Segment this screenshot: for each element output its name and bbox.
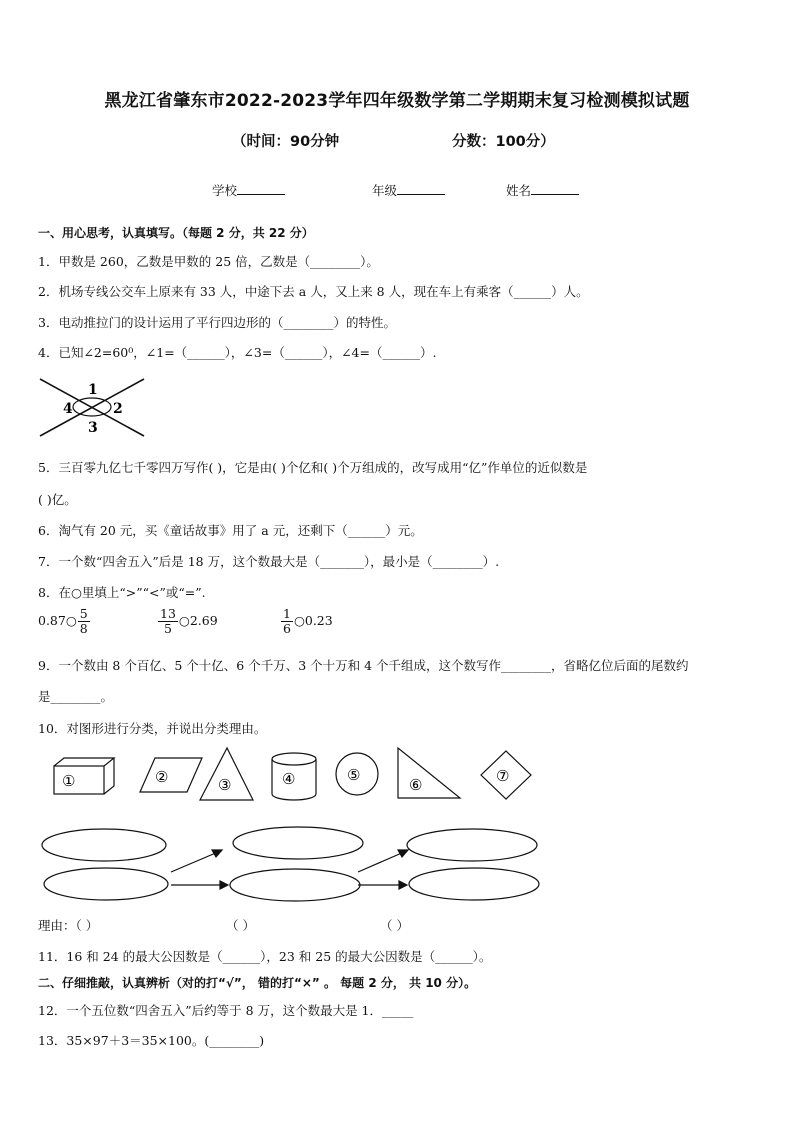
exam-score: 分数：100分） — [452, 134, 555, 150]
q8-c-den: 6 — [283, 621, 291, 636]
arrowhead-3 — [398, 850, 408, 857]
q10-reason-3: （ ） — [380, 918, 409, 933]
shape-cylinder — [272, 753, 316, 800]
school-field[interactable] — [212, 181, 285, 199]
classification-figure — [40, 744, 560, 914]
q8-b-den: 5 — [163, 621, 172, 636]
school-blank[interactable] — [237, 182, 285, 195]
q10-reason-1: 理由：（ ） — [38, 918, 99, 933]
class-oval-5[interactable] — [407, 829, 537, 861]
q10-reason-2: （ ） — [226, 918, 255, 933]
q8-a-fraction — [78, 607, 90, 636]
grade-field[interactable] — [372, 181, 445, 199]
shape-right-triangle — [398, 748, 460, 798]
angle-figure — [36, 374, 148, 440]
q8-c-right: ○0.23 — [293, 613, 333, 628]
question-9: 9．一个数由 8 个百亿、5 个十亿、6 个千万、3 个十万和 4 个千组成，这个数写作________，省略亿位后面的尾数约 — [38, 658, 689, 673]
shape-parallelogram — [140, 758, 202, 792]
name-blank[interactable] — [531, 182, 579, 195]
q8-a-left: 0.87○ — [38, 613, 77, 628]
class-oval-1[interactable] — [42, 829, 166, 861]
question-2: 2．机场专线公交车上原来有 33 人，中途下去 a 人，又上来 8 人，现在车上有乘客（______）人。 — [38, 284, 589, 299]
question-10: 10．对图形进行分类，并说出分类理由。 — [38, 721, 267, 736]
q8-b-right: ○2.69 — [178, 613, 218, 628]
shape-label-5: ⑤ — [347, 766, 361, 784]
page-title: 黑龙江省肇东市2022-2023学年四年级数学第二学期期末复习检测模拟试题 — [104, 91, 690, 111]
shape-label-3: ③ — [218, 776, 232, 794]
arrow-3 — [358, 852, 404, 872]
question-5: 5．三百零九亿七千零四万写作( )，它是由( )个亿和( )个万组成的，改写成用“亿”作单位的近似数是 — [38, 460, 588, 475]
shape-label-7: ⑦ — [496, 767, 510, 785]
class-oval-3[interactable] — [233, 827, 363, 859]
angle-label-1: 1 — [88, 382, 98, 398]
question-6: 6．淘气有 20 元，买《童话故事》用了 a 元，还剩下（______）元。 — [38, 523, 423, 538]
angle-label-2: 2 — [113, 401, 123, 417]
question-3: 3．电动推拉门的设计运用了平行四边形的（________）的特性。 — [38, 315, 396, 330]
question-9-cont: 是________。 — [38, 689, 114, 704]
shape-diamond — [481, 751, 531, 799]
question-5-cont: ( )亿。 — [38, 492, 77, 507]
class-oval-2[interactable] — [44, 868, 168, 900]
q8-b-fraction — [158, 607, 178, 636]
class-oval-6[interactable] — [409, 868, 539, 900]
q8-a-num: 5 — [79, 606, 88, 621]
grade-blank[interactable] — [397, 182, 445, 195]
exam-time: （时间：90分钟 — [232, 134, 340, 150]
q8-c-fraction — [281, 607, 293, 636]
q8-a-den: 8 — [79, 621, 88, 636]
section-2-heading: 二、仔细推敲，认真辨析（对的打“√”， 错的打“×” 。 每题 2 分， 共 10 分）。 — [38, 976, 477, 990]
school-label: 学校 — [212, 183, 238, 198]
section-1-heading: 一、用心思考，认真填写。（每题 2 分，共 22 分） — [38, 226, 314, 240]
question-7: 7．一个数“四舍五入”后是 18 万，这个数最大是（_______），最小是（________）. — [38, 554, 500, 569]
question-1: 1．甲数是 260，乙数是甲数的 25 倍，乙数是（________）。 — [38, 254, 379, 269]
name-field[interactable] — [506, 181, 579, 199]
q8-item-b — [157, 607, 218, 636]
shape-triangle — [200, 748, 253, 800]
question-12: 12．一个五位数“四舍五入”后约等于 8 万，这个数最大是 1．_____ — [38, 1003, 414, 1018]
question-8: 8．在○里填上“>”“<”或“=”. — [38, 585, 206, 600]
q8-c-num: 1 — [283, 606, 291, 621]
shape-cuboid — [54, 758, 114, 794]
angle-label-3: 3 — [88, 420, 98, 436]
arrowhead-1 — [212, 850, 222, 857]
q8-b-num: 13 — [160, 606, 176, 621]
q8-item-a — [38, 607, 91, 636]
arrowhead-4 — [399, 881, 407, 889]
question-11: 11．16 和 24 的最大公因数是（______），23 和 25 的最大公因数是（______）。 — [38, 949, 492, 964]
shape-label-2: ② — [155, 768, 169, 786]
arrowhead-2 — [220, 881, 228, 889]
shape-label-4: ④ — [282, 770, 296, 788]
arrow-1 — [171, 852, 218, 872]
shape-label-6: ⑥ — [409, 776, 423, 794]
grade-label: 年级 — [372, 183, 398, 198]
question-4: 4．已知∠2=60⁰，∠1=（______），∠3=（______），∠4=（______）. — [38, 345, 437, 360]
name-label: 姓名 — [506, 183, 532, 198]
q8-item-c — [280, 607, 333, 636]
shape-circle — [336, 753, 378, 795]
shape-label-1: ① — [62, 772, 76, 790]
class-oval-4[interactable] — [230, 869, 360, 901]
angle-label-4: 4 — [63, 401, 73, 417]
question-13: 13．35×97＋3＝35×100。(________) — [38, 1033, 265, 1048]
